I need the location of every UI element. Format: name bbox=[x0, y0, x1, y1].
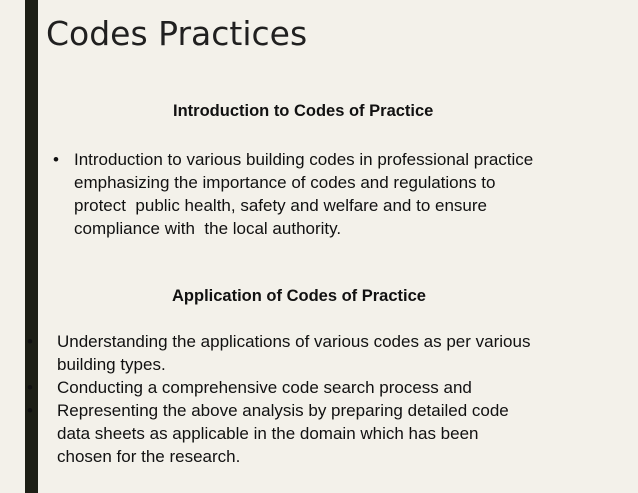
list-item bbox=[27, 399, 617, 468]
bullet-text-line: protect public health, safety and welfare and to ensure bbox=[74, 196, 487, 215]
bullet-icon: • bbox=[53, 150, 59, 169]
bullet-text-line: building types. bbox=[57, 355, 166, 374]
bullet-text-line: chosen for the research. bbox=[57, 447, 241, 466]
introduction-bullet-list bbox=[53, 148, 614, 240]
slide-title: Codes Practices bbox=[46, 14, 308, 53]
section-heading-introduction: Introduction to Codes of Practice bbox=[173, 102, 434, 120]
application-bullet-list bbox=[27, 330, 617, 468]
list-item bbox=[27, 330, 617, 376]
bullet-icon: • bbox=[27, 378, 33, 397]
bullet-icon: • bbox=[27, 332, 33, 351]
bullet-text-line: Conducting a comprehensive code search process and bbox=[57, 378, 472, 397]
bullet-icon: • bbox=[27, 401, 33, 420]
bullet-text-line: Understanding the applications of various codes as per various bbox=[57, 332, 531, 351]
section-heading-application: Application of Codes of Practice bbox=[172, 287, 426, 305]
list-item bbox=[53, 148, 614, 240]
bullet-text-line: emphasizing the importance of codes and regulations to bbox=[74, 173, 496, 192]
bullet-text-line: Representing the above analysis by preparing detailed code bbox=[57, 401, 509, 420]
bullet-text-line: data sheets as applicable in the domain which has been bbox=[57, 424, 479, 443]
list-item bbox=[27, 376, 617, 399]
bullet-text-line: compliance with the local authority. bbox=[74, 219, 342, 238]
bullet-text-line: Introduction to various building codes in professional practice bbox=[74, 150, 534, 169]
